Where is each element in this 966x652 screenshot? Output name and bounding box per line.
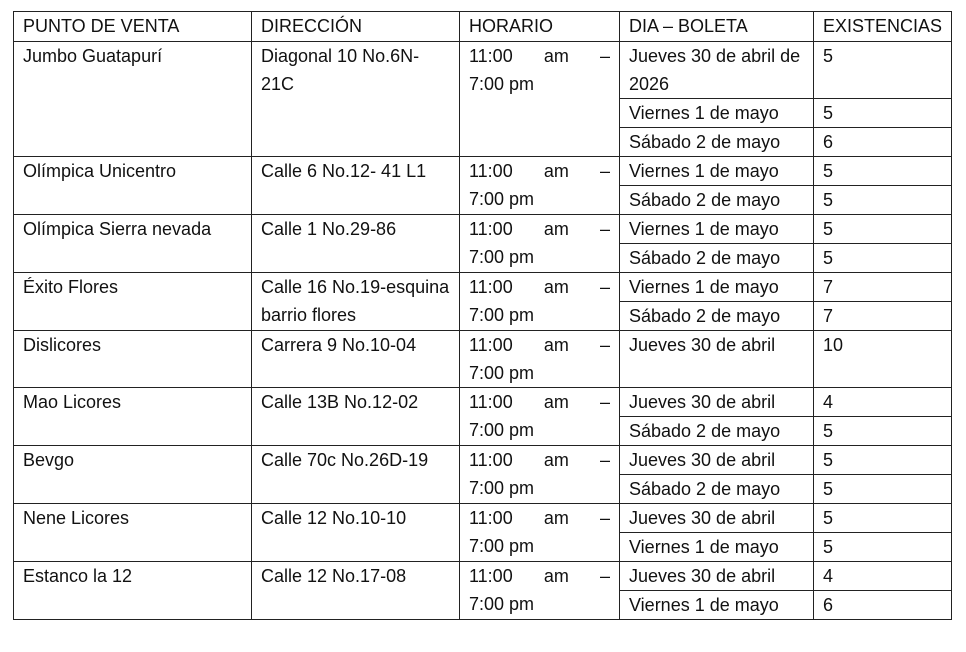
sales-points-table (13, 11, 952, 620)
day-cell: Sábado 2 de mayo (620, 302, 814, 331)
hours-to: 7:00 pm (469, 420, 535, 440)
hours-am: am (543, 392, 569, 412)
hours-line-start (469, 446, 610, 474)
stock-cell: 10 (814, 331, 952, 388)
hours-cell (460, 446, 620, 504)
day-cell: Sábado 2 de mayo (620, 128, 814, 157)
hours-line-start (469, 215, 610, 243)
hours-dash: – (599, 219, 610, 239)
hours-from: 11:00 (469, 450, 513, 470)
hours-to: 7:00 pm (469, 478, 535, 498)
address-cell: Carrera 9 No.10-04 (252, 331, 460, 388)
day-cell: Jueves 30 de abril (620, 331, 814, 388)
hours-am: am (543, 335, 569, 355)
header-dia-boleta: DIA – BOLETA (620, 12, 814, 42)
hours-dash: – (599, 508, 610, 528)
day-cell: Viernes 1 de mayo (620, 157, 814, 186)
stock-cell: 4 (814, 562, 952, 591)
store-name-cell: Estanco la 12 (14, 562, 252, 620)
store-name-cell: Mao Licores (14, 388, 252, 446)
table-row (14, 446, 952, 475)
stock-cell: 7 (814, 302, 952, 331)
day-cell: Sábado 2 de mayo (620, 186, 814, 215)
hours-am: am (543, 219, 569, 239)
day-cell: Jueves 30 de abril (620, 504, 814, 533)
table-row (14, 331, 952, 388)
address-cell: Diagonal 10 No.6N-21C (252, 42, 460, 157)
table-body (14, 42, 952, 620)
header-row (14, 12, 952, 42)
hours-to: 7:00 pm (469, 305, 535, 325)
header-horario: HORARIO (460, 12, 620, 42)
table-row (14, 157, 952, 186)
store-name-cell: Olímpica Unicentro (14, 157, 252, 215)
hours-cell (460, 215, 620, 273)
store-name-cell: Bevgo (14, 446, 252, 504)
day-cell: Sábado 2 de mayo (620, 244, 814, 273)
hours-line-start (469, 504, 610, 532)
day-cell: Viernes 1 de mayo (620, 273, 814, 302)
table-row (14, 504, 952, 533)
hours-dash: – (599, 46, 610, 66)
store-name-cell: Dislicores (14, 331, 252, 388)
day-cell: Jueves 30 de abril de 2026 (620, 42, 814, 99)
stock-cell: 5 (814, 42, 952, 99)
stock-cell: 5 (814, 533, 952, 562)
day-cell: Viernes 1 de mayo (620, 99, 814, 128)
day-cell: Jueves 30 de abril (620, 446, 814, 475)
hours-cell (460, 157, 620, 215)
hours-am: am (543, 450, 569, 470)
hours-cell (460, 273, 620, 331)
hours-to: 7:00 pm (469, 536, 535, 556)
table-row (14, 562, 952, 591)
stock-cell: 5 (814, 417, 952, 446)
hours-dash: – (599, 335, 610, 355)
hours-dash: – (599, 566, 610, 586)
stock-cell: 5 (814, 157, 952, 186)
hours-to: 7:00 pm (469, 189, 535, 209)
address-cell: Calle 6 No.12- 41 L1 (252, 157, 460, 215)
stock-cell: 4 (814, 388, 952, 417)
header-direccion: DIRECCIÓN (252, 12, 460, 42)
address-cell: Calle 12 No.17-08 (252, 562, 460, 620)
stock-cell: 5 (814, 244, 952, 273)
hours-cell (460, 42, 620, 157)
hours-line-start (469, 42, 610, 70)
store-name-cell: Olímpica Sierra nevada (14, 215, 252, 273)
stock-cell: 5 (814, 186, 952, 215)
hours-dash: – (599, 277, 610, 297)
day-cell: Jueves 30 de abril (620, 562, 814, 591)
stock-cell: 6 (814, 591, 952, 620)
hours-am: am (543, 508, 569, 528)
address-cell: Calle 12 No.10-10 (252, 504, 460, 562)
header-punto-de-venta: PUNTO DE VENTA (14, 12, 252, 42)
stock-cell: 6 (814, 128, 952, 157)
table-row (14, 215, 952, 244)
table-row (14, 273, 952, 302)
hours-dash: – (599, 392, 610, 412)
store-name-cell: Éxito Flores (14, 273, 252, 331)
day-cell: Viernes 1 de mayo (620, 591, 814, 620)
hours-am: am (543, 161, 569, 181)
hours-cell (460, 562, 620, 620)
header-existencias: EXISTENCIAS (814, 12, 952, 42)
stock-cell: 7 (814, 273, 952, 302)
hours-am: am (543, 46, 569, 66)
address-cell: Calle 70c No.26D-19 (252, 446, 460, 504)
stock-cell: 5 (814, 446, 952, 475)
hours-line-start (469, 562, 610, 590)
hours-from: 11:00 (469, 46, 513, 66)
hours-from: 11:00 (469, 161, 513, 181)
day-cell: Sábado 2 de mayo (620, 475, 814, 504)
hours-line-start (469, 273, 610, 301)
stock-cell: 5 (814, 504, 952, 533)
hours-to: 7:00 pm (469, 594, 535, 614)
hours-cell (460, 388, 620, 446)
stock-cell: 5 (814, 215, 952, 244)
hours-to: 7:00 pm (469, 363, 535, 383)
hours-line-start (469, 331, 610, 359)
day-cell: Viernes 1 de mayo (620, 215, 814, 244)
hours-am: am (543, 277, 569, 297)
hours-to: 7:00 pm (469, 247, 535, 267)
stock-cell: 5 (814, 99, 952, 128)
hours-line-start (469, 388, 610, 416)
hours-dash: – (599, 161, 610, 181)
hours-from: 11:00 (469, 277, 513, 297)
hours-am: am (543, 566, 569, 586)
hours-from: 11:00 (469, 335, 513, 355)
address-cell: Calle 1 No.29-86 (252, 215, 460, 273)
store-name-cell: Nene Licores (14, 504, 252, 562)
address-cell: Calle 13B No.12-02 (252, 388, 460, 446)
stock-cell: 5 (814, 475, 952, 504)
hours-cell (460, 504, 620, 562)
hours-line-start (469, 157, 610, 185)
table-row (14, 42, 952, 99)
day-cell: Sábado 2 de mayo (620, 417, 814, 446)
day-cell: Viernes 1 de mayo (620, 533, 814, 562)
address-cell: Calle 16 No.19-esquina barrio flores (252, 273, 460, 331)
hours-from: 11:00 (469, 508, 513, 528)
hours-dash: – (599, 450, 610, 470)
store-name-cell: Jumbo Guatapurí (14, 42, 252, 157)
hours-from: 11:00 (469, 219, 513, 239)
hours-from: 11:00 (469, 392, 513, 412)
day-cell: Jueves 30 de abril (620, 388, 814, 417)
table-row (14, 388, 952, 417)
hours-cell (460, 331, 620, 388)
hours-to: 7:00 pm (469, 74, 535, 94)
hours-from: 11:00 (469, 566, 513, 586)
